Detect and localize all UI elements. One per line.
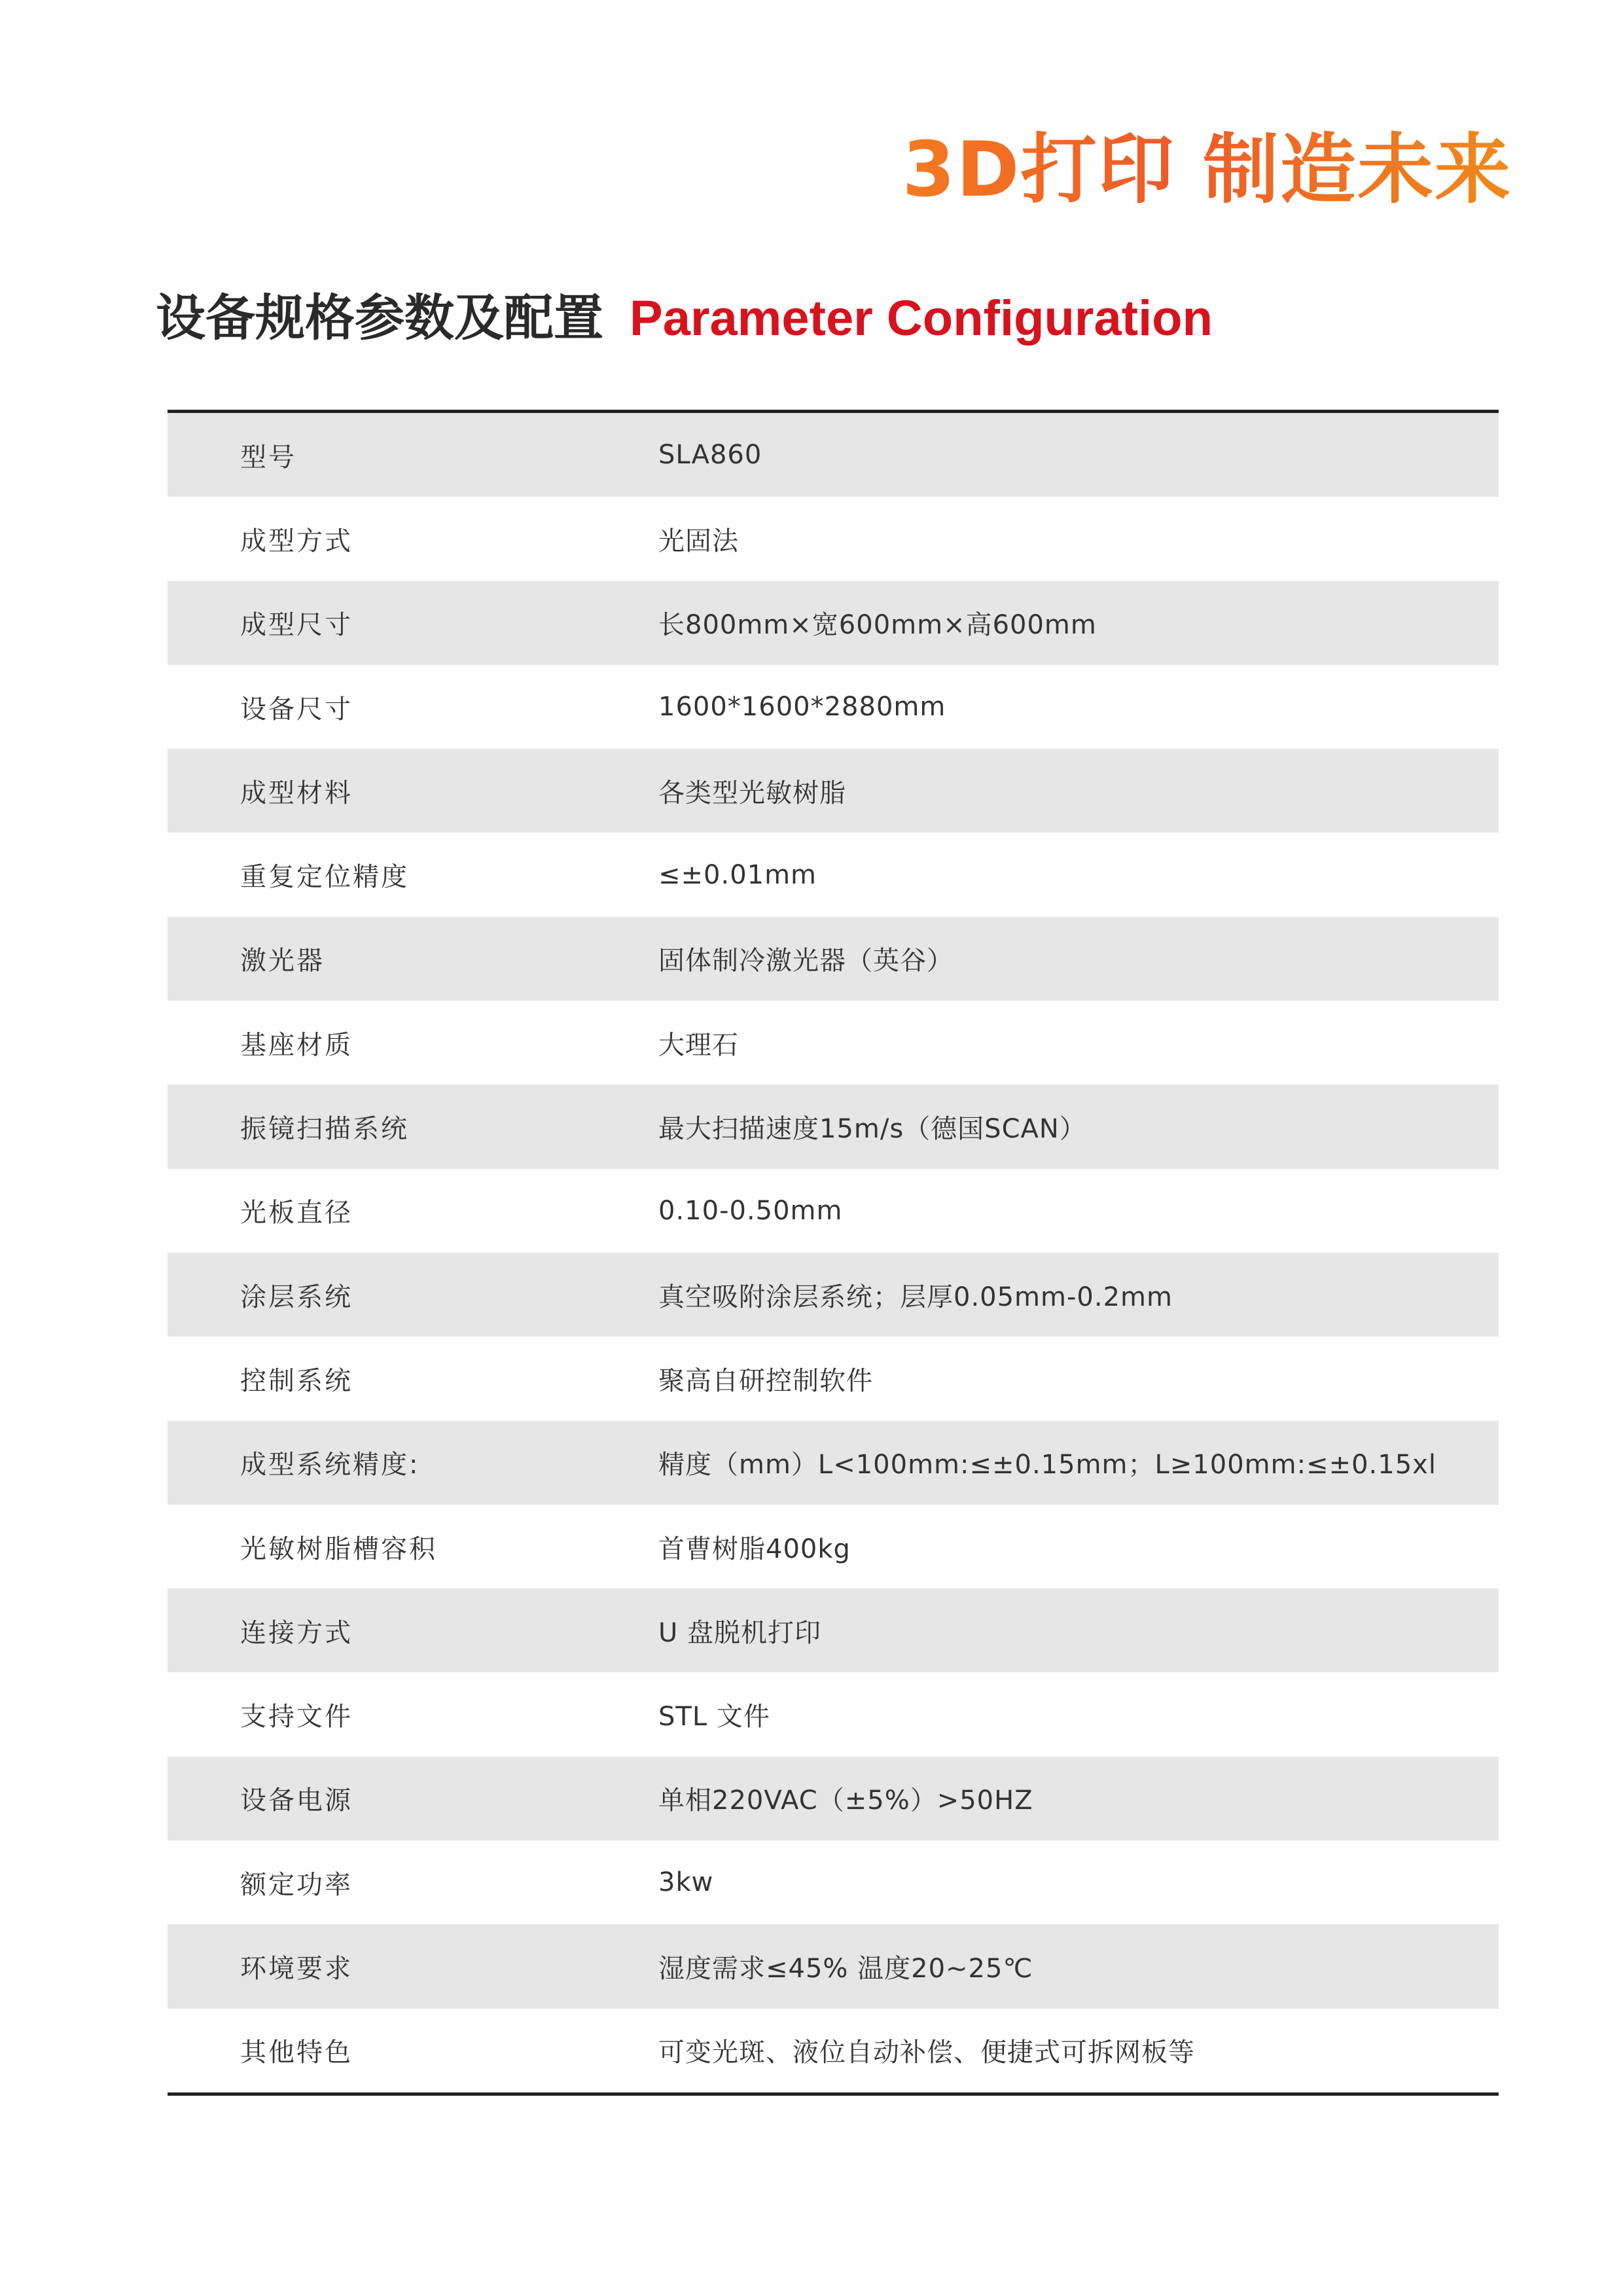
spec-value: 长800mm×宽600mm×高600mm (658, 610, 1097, 641)
spec-value: 精度（mm）L<100mm:≤±0.15mm；L≥100mm:≤±0.15xl (658, 1450, 1436, 1480)
spec-label: 基座材质 (240, 1030, 353, 1060)
spec-value: ≤±0.01mm (658, 859, 817, 890)
spec-value: 湿度需求≤45% 温度20~25℃ (658, 1953, 1033, 1984)
spec-row-control-system (168, 1336, 1499, 1420)
spec-value: 3kw (658, 1867, 714, 1898)
header-slogan: 3D打印 制造未来 (902, 124, 1512, 215)
spec-label: 成型尺寸 (240, 610, 353, 641)
spec-value: 0.10-0.50mm (658, 1195, 843, 1226)
spec-label: 连接方式 (240, 1617, 353, 1648)
spec-value: 光固法 (658, 526, 739, 556)
spec-label: 支持文件 (240, 1702, 353, 1732)
spec-label: 成型方式 (240, 526, 353, 556)
spec-row-power-supply (168, 1757, 1499, 1840)
section-title-cn: 设备规格参数及配置 (156, 289, 603, 347)
spec-label: 型号 (240, 442, 296, 473)
section-title (156, 288, 1213, 348)
spec-row-system-accuracy (168, 1421, 1499, 1505)
spec-value: 单相220VAC（±5%）>50HZ (658, 1785, 1033, 1816)
spec-row-rated-power (168, 1840, 1499, 1924)
spec-value: 固体制冷激光器（英谷） (658, 946, 954, 977)
spec-label: 设备电源 (240, 1785, 353, 1816)
spec-label: 激光器 (240, 946, 325, 977)
spec-label: 涂层系统 (240, 1282, 353, 1312)
spec-value: 可变光斑、液位自动补偿、便捷式可拆网板等 (658, 2037, 1195, 2068)
spec-label: 重复定位精度 (240, 862, 409, 893)
spec-row-material (168, 749, 1499, 833)
spec-label: 振镜扫描系统 (240, 1114, 409, 1145)
section-title-en: Parameter Configuration (630, 291, 1213, 346)
spec-label: 设备尺寸 (240, 694, 353, 725)
spec-row-connection (168, 1588, 1499, 1672)
spec-row-base-material (168, 1001, 1499, 1085)
spec-label: 光板直径 (240, 1198, 353, 1229)
spec-label: 成型材料 (240, 778, 353, 808)
spec-value: 最大扫描速度15m/s（德国SCAN） (658, 1114, 1086, 1145)
spec-row-forming-method (168, 497, 1499, 581)
spec-label: 控制系统 (240, 1365, 353, 1396)
spec-value: 各类型光敏树脂 (658, 778, 846, 808)
spec-table (168, 410, 1499, 2096)
spec-value: SLA860 (658, 440, 762, 471)
spec-row-galvo-system (168, 1085, 1499, 1168)
spec-row-file-support (168, 1672, 1499, 1756)
spec-row-repeat-accuracy (168, 833, 1499, 916)
spec-row-other-features (168, 2009, 1499, 2092)
spec-row-resin-tank (168, 1505, 1499, 1588)
spec-row-environment (168, 1924, 1499, 2008)
spec-row-laser (168, 917, 1499, 1001)
spec-value: 1600*1600*2880mm (658, 692, 946, 723)
spec-label: 额定功率 (240, 1869, 353, 1900)
spec-value: 聚高自研控制软件 (658, 1365, 873, 1396)
spec-row-spot-diameter (168, 1169, 1499, 1253)
spec-value: 首曹树脂400kg (658, 1534, 851, 1564)
spec-label: 成型系统精度: (240, 1450, 420, 1480)
spec-row-build-size (168, 581, 1499, 665)
spec-row-coating-system (168, 1253, 1499, 1336)
spec-value: U 盘脱机打印 (658, 1617, 821, 1648)
spec-label: 环境要求 (240, 1953, 353, 1984)
spec-row-model (168, 413, 1499, 497)
spec-row-machine-size (168, 665, 1499, 749)
spec-label: 光敏树脂槽容积 (240, 1534, 437, 1564)
spec-value: 大理石 (658, 1030, 739, 1060)
spec-value: 真空吸附涂层系统；层厚0.05mm-0.2mm (658, 1282, 1173, 1312)
spec-label: 其他特色 (240, 2037, 353, 2068)
spec-value: STL 文件 (658, 1702, 770, 1732)
